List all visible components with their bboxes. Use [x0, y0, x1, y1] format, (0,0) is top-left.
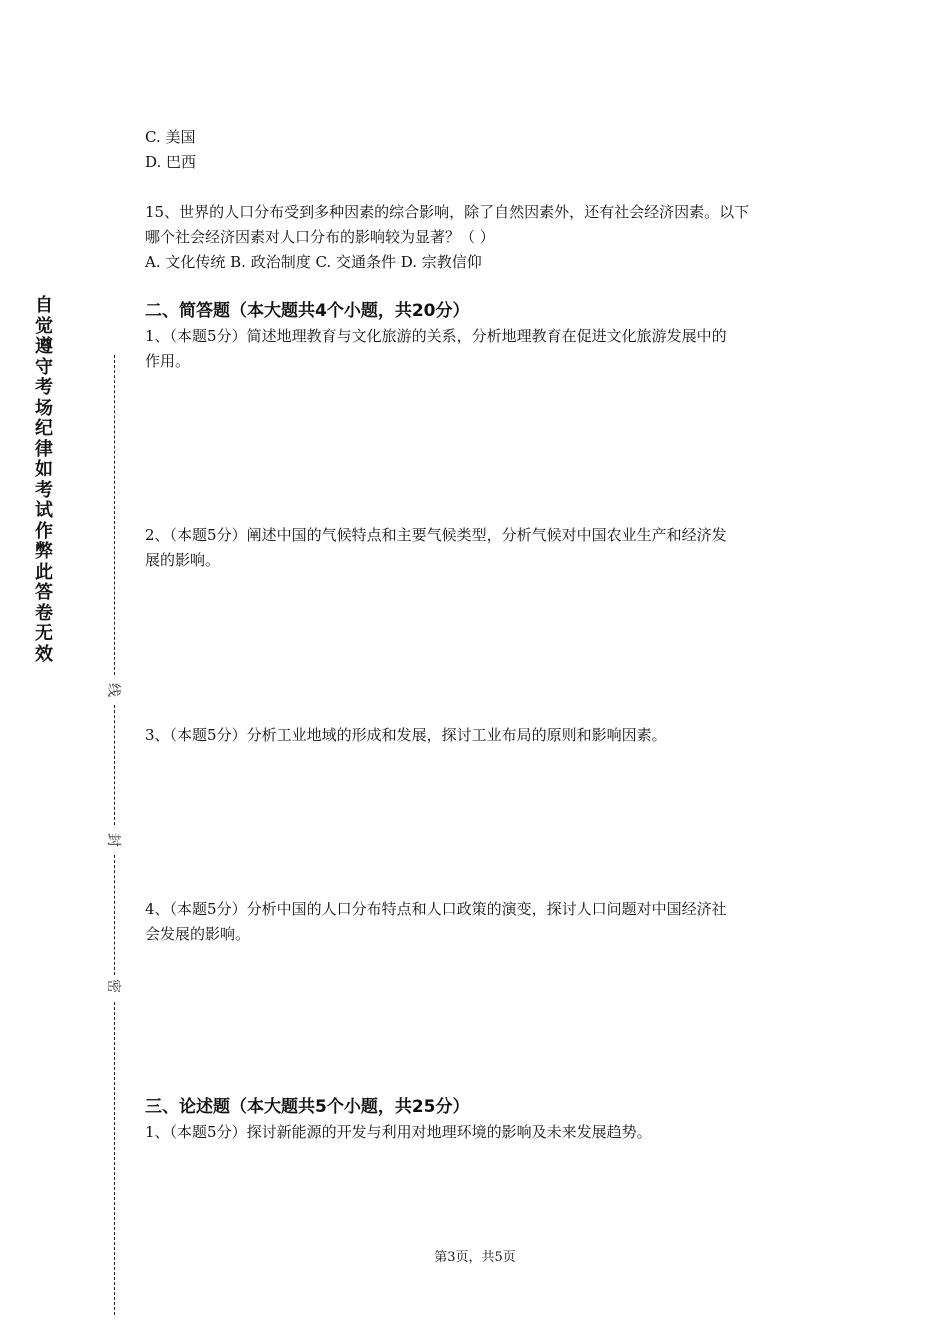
short-answer-4: 4、（本题5分）分析中国的人口分布特点和人口政策的演变，探讨人口问题对中国经济社 [145, 900, 727, 918]
section-2-title: 二、简答题（本大题共4个小题，共20分） [145, 301, 470, 321]
short-answer-3: 3、（本题5分）分析工业地域的形成和发展，探讨工业布局的原则和影响因素。 [145, 726, 667, 744]
short-answer-2-cont: 展的影响。 [145, 551, 221, 569]
section-3-title: 三、论述题（本大题共5个小题，共25分） [145, 1097, 470, 1117]
short-answer-1: 1、（本题5分）简述地理教育与文化旅游的关系，分析地理教育在促进文化旅游发展中的 [145, 327, 727, 345]
binding-mark-line: 线 [105, 683, 121, 697]
binding-mark-secret: 密 [105, 979, 121, 993]
binding-line [114, 1002, 115, 1315]
binding-mark-seal: 封 [105, 833, 121, 847]
short-answer-1-cont: 作用。 [145, 352, 191, 370]
question-15: 15、世界的人口分布受到多种因素的综合影响，除了自然因素外，还有社会经济因素。以下 [145, 203, 750, 221]
option-c: C. 美国 [145, 128, 196, 146]
binding-line [114, 705, 115, 825]
side-notice: 自觉遵守考场纪律如考试作弊此答卷无效 [35, 295, 53, 665]
option-d: D. 巴西 [145, 153, 197, 171]
question-15-cont: 哪个社会经济因素对人口分布的影响较为显著？（ ） [145, 228, 495, 246]
page-footer: 第3页，共5页 [434, 1250, 516, 1265]
short-answer-2: 2、（本题5分）阐述中国的气候特点和主要气候类型，分析气候对中国农业生产和经济发 [145, 526, 727, 544]
binding-line [114, 855, 115, 975]
essay-1: 1、（本题5分）探讨新能源的开发与利用对地理环境的影响及未来发展趋势。 [145, 1123, 652, 1141]
binding-line [114, 355, 115, 675]
question-15-options: A. 文化传统 B. 政治制度 C. 交通条件 D. 宗教信仰 [145, 253, 482, 271]
short-answer-4-cont: 会发展的影响。 [145, 925, 251, 943]
